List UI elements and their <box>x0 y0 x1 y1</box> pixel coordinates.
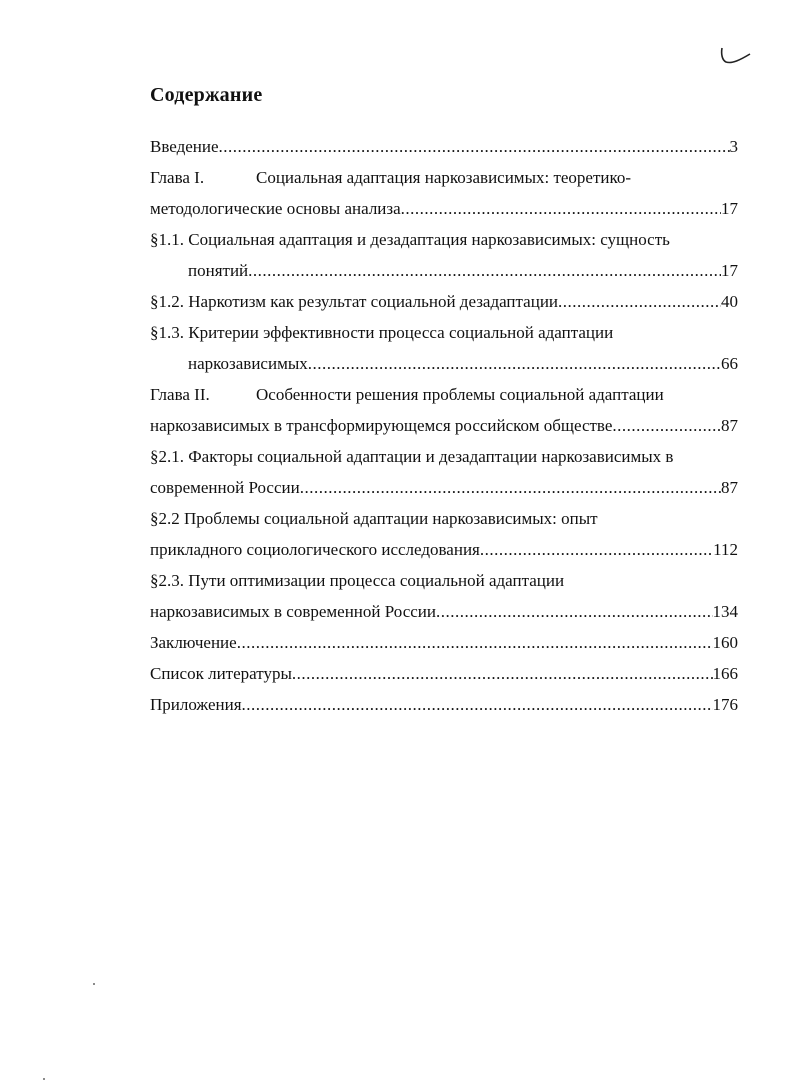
toc-page-number: 112 <box>713 540 738 559</box>
toc-entry-chapter-1-cont[interactable] <box>150 193 738 224</box>
toc-entry-section-2-1[interactable] <box>150 441 738 472</box>
chapter-label: Глава I. <box>150 168 205 187</box>
toc-entry-section-1-3-cont[interactable] <box>150 348 738 379</box>
toc-entry-section-1-3[interactable] <box>150 317 738 348</box>
toc-entry-section-2-3[interactable] <box>150 565 738 596</box>
toc-entry-text: понятий <box>188 261 249 280</box>
scan-speck <box>93 983 95 985</box>
dot-leader <box>480 534 713 565</box>
toc-entry-text: наркозависимых в трансформирующемся российском обществе <box>150 416 613 435</box>
toc-page-number: 66 <box>721 354 738 373</box>
dot-leader <box>300 472 721 503</box>
toc-page-number: 87 <box>721 416 738 435</box>
toc-entry-section-2-2[interactable] <box>150 503 738 534</box>
toc-entry-conclusion[interactable] <box>150 627 738 658</box>
toc-entry-section-2-3-cont[interactable] <box>150 596 738 627</box>
toc-entry-text: §2.3. Пути оптимизации процесса социальной адаптации <box>150 571 565 590</box>
toc-entry-text: §1.1. Социальная адаптация и дезадаптация наркозависимых: сущность <box>150 230 670 249</box>
page-title: Содержание <box>150 84 263 106</box>
handwritten-page-mark <box>716 44 756 70</box>
toc-entry-chapter-2[interactable] <box>150 379 738 410</box>
toc-entry-intro[interactable] <box>150 131 738 162</box>
toc-entry-text: Приложения <box>150 695 242 714</box>
toc-entry-section-2-1-cont[interactable] <box>150 472 738 503</box>
dot-leader <box>237 627 713 658</box>
toc-page-number: 87 <box>721 478 738 497</box>
toc-entry-text: Особенности решения проблемы социальной адаптации <box>256 385 664 404</box>
toc-page-number: 3 <box>729 137 738 156</box>
toc-entry-text: Социальная адаптация наркозависимых: теоретико- <box>256 168 632 187</box>
dot-leader <box>248 255 721 286</box>
toc-entry-text: §2.2 Проблемы социальной адаптации наркозависимых: опыт <box>150 509 598 528</box>
toc-page-number: 166 <box>712 664 738 683</box>
scan-speck <box>43 1078 45 1080</box>
dot-leader <box>612 410 721 441</box>
toc-entry-text: §1.3. Критерии эффективности процесса социальной адаптации <box>150 323 614 342</box>
toc-entry-chapter-1[interactable] <box>150 162 738 193</box>
toc-page-number: 40 <box>721 292 738 311</box>
toc-entry-appendices[interactable] <box>150 689 738 720</box>
toc-entry-bibliography[interactable] <box>150 658 738 689</box>
toc-entry-text: §2.1. Факторы социальной адаптации и дезадаптации наркозависимых в <box>150 447 674 466</box>
toc-entry-chapter-2-cont[interactable] <box>150 410 738 441</box>
toc-page-number: 17 <box>721 199 738 218</box>
toc-entry-section-2-2-cont[interactable] <box>150 534 738 565</box>
chapter-label: Глава II. <box>150 385 210 404</box>
toc-entry-text: Введение <box>150 137 219 156</box>
toc-page-number: 134 <box>712 602 738 621</box>
toc-entry-section-1-2[interactable] <box>150 286 738 317</box>
dot-leader <box>292 658 713 689</box>
toc-entry-text: современной России <box>150 478 300 497</box>
toc-entry-text: методологические основы анализа <box>150 199 401 218</box>
toc-entry-section-1-1-cont[interactable] <box>150 255 738 286</box>
toc-entry-text: Заключение <box>150 633 237 652</box>
toc-entry-text: наркозависимых <box>188 354 308 373</box>
toc-page-number: 17 <box>721 261 738 280</box>
dot-leader <box>401 193 721 224</box>
table-of-contents <box>150 131 738 720</box>
dot-leader <box>219 131 730 162</box>
dot-leader <box>558 286 721 317</box>
toc-entry-text: §1.2. Наркотизм как результат социальной дезадаптации <box>150 292 559 311</box>
toc-page-number: 176 <box>712 695 738 714</box>
toc-entry-text: Список литературы <box>150 664 292 683</box>
toc-entry-text: прикладного социологического исследования <box>150 540 480 559</box>
dot-leader <box>242 689 713 720</box>
dot-leader <box>308 348 721 379</box>
toc-entry-text: наркозависимых в современной России <box>150 602 436 621</box>
toc-entry-section-1-1[interactable] <box>150 224 738 255</box>
toc-page-number: 160 <box>712 633 738 652</box>
dot-leader <box>436 596 713 627</box>
